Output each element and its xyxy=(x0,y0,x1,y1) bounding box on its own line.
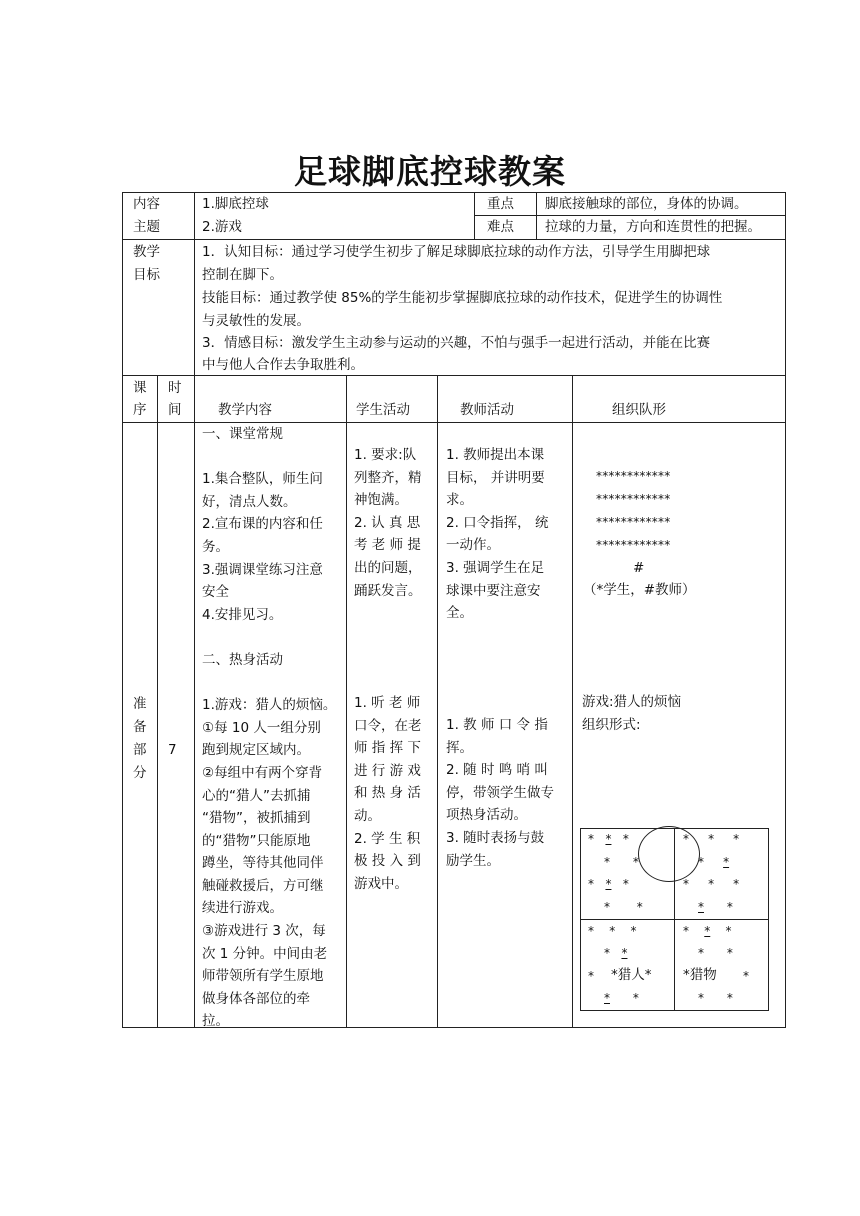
student-line: 神饱满。 xyxy=(354,492,408,509)
col-header-time: 时 xyxy=(168,380,182,396)
teacher-line: 挥。 xyxy=(446,739,473,756)
content-line: 的“猎物”只能原地 xyxy=(202,832,311,849)
student-line: 动。 xyxy=(354,807,381,824)
goal-line: 控制在脚下。 xyxy=(202,267,283,283)
col-header-formation: 组织队形 xyxy=(612,402,666,418)
section-name-char: 分 xyxy=(133,765,147,781)
field-marks: * * * xyxy=(588,924,637,938)
section-time: 7 xyxy=(168,742,177,758)
content-line: ①每 10 人一组分别 xyxy=(202,719,321,736)
field-marks: * xyxy=(743,969,749,983)
content-line: 蹲坐，等待其他同伴 xyxy=(202,855,324,872)
page-title: 足球脚底控球教案 xyxy=(294,152,566,191)
field-marks: * * * xyxy=(588,832,629,846)
student-line: 游戏中。 xyxy=(354,875,408,892)
content-line: 二、热身活动 xyxy=(202,651,283,668)
content-line xyxy=(202,672,336,695)
goals-label: 目标 xyxy=(133,267,160,283)
teacher-line: 2. 随 时 鸣 哨 叫 xyxy=(446,762,548,779)
student-line: 踊跃发言。 xyxy=(354,582,422,599)
col-divider xyxy=(437,375,438,1028)
game-title: 游戏:猎人的烦恼 xyxy=(582,694,682,710)
student-line: 出的问题， xyxy=(354,559,422,576)
student-activity xyxy=(354,444,422,602)
formation-teacher: # xyxy=(633,560,645,576)
col-divider xyxy=(346,375,347,1028)
student-line: 1. 听 老 师 xyxy=(354,695,421,711)
col-divider xyxy=(157,375,158,1028)
prey-label: *猎物 xyxy=(683,967,717,983)
section-name-char: 准 xyxy=(133,696,147,712)
field-marks: * * xyxy=(604,991,639,1005)
content-line: ③游戏进行 3 次，每 xyxy=(202,923,326,940)
col-divider xyxy=(194,192,195,1028)
field-marks: * * xyxy=(698,946,733,960)
teacher-line: 1. 教 师 口 令 指 xyxy=(446,717,548,733)
key-point-text: 脚底接触球的部位，身体的协调。 xyxy=(545,196,748,212)
content-line: 安全 xyxy=(202,584,229,601)
teacher-line: 一动作。 xyxy=(446,537,500,554)
content-label: 内容 xyxy=(133,196,160,212)
content-line: 做身体各部位的牵 xyxy=(202,990,310,1007)
field-marks: * * xyxy=(698,900,733,914)
difficulty-text: 拉球的力量，方向和连贯性的把握。 xyxy=(545,219,761,235)
field-marks: * * * xyxy=(683,877,740,891)
content-line: 跑到规定区域内。 xyxy=(202,742,310,759)
student-line: 极 投 入 到 xyxy=(354,853,421,870)
field-marks: * * xyxy=(604,855,639,869)
row-divider xyxy=(122,239,786,240)
teacher-line: 2. 口令指挥， 统 xyxy=(446,514,549,531)
content-line: 2.宣布课的内容和任 xyxy=(202,516,323,533)
col-header-order: 课 xyxy=(133,380,147,396)
student-line: 考 老 师 提 xyxy=(354,537,421,554)
content-line xyxy=(202,626,336,649)
student-line: 列整齐，精 xyxy=(354,469,422,486)
teacher-activity xyxy=(446,444,548,625)
field-marks: * xyxy=(588,969,594,983)
content-line: 次 1 分钟。中间由老 xyxy=(202,945,328,962)
formation-row: ************ xyxy=(596,469,671,483)
section-name-char: 部 xyxy=(133,742,147,758)
teacher-line: 项热身活动。 xyxy=(446,807,527,824)
field-marks: * * xyxy=(698,855,730,869)
student-line: 口令，在老 xyxy=(354,717,422,734)
hunter-label: *猎人* xyxy=(611,967,652,983)
content-line: 触碰救援后，方可继 xyxy=(202,877,324,894)
difficulty-label: 难点 xyxy=(487,219,514,235)
formation-legend: （*学生，#教师） xyxy=(583,582,696,598)
col-header-order: 序 xyxy=(133,402,147,418)
content-line: 1.集合整队，师生问 xyxy=(202,471,323,488)
content-label: 主题 xyxy=(133,219,160,235)
col-header-content: 教学内容 xyxy=(218,402,272,418)
student-line: 2. 学 生 积 xyxy=(354,830,421,847)
teacher-line: 励学生。 xyxy=(446,852,500,869)
field-marks: * * xyxy=(604,946,628,960)
student-line: 师 指 挥 下 xyxy=(354,740,421,757)
col-divider xyxy=(474,192,475,239)
content-line: 师带领所有学生原地 xyxy=(202,968,324,985)
content-line: 续进行游戏。 xyxy=(202,900,283,917)
col-divider xyxy=(572,375,573,1028)
formation-row: ************ xyxy=(596,515,671,529)
content-line: 务。 xyxy=(202,538,229,555)
teacher-activity xyxy=(446,714,554,872)
content-line: “猎物”，被抓捕到 xyxy=(202,810,311,827)
field-marks: * * * xyxy=(683,924,732,938)
teacher-line: 停，带领学生做专 xyxy=(446,784,554,801)
col-header-time: 间 xyxy=(168,402,182,418)
content-line: 4.安排见习。 xyxy=(202,606,283,623)
goal-line: 中与他人合作去争取胜利。 xyxy=(202,357,364,373)
student-line: 和 热 身 活 xyxy=(354,785,421,802)
game-form: 组织形式: xyxy=(582,717,641,733)
col-header-student: 学生活动 xyxy=(356,402,410,418)
section-name-char: 备 xyxy=(133,719,147,735)
formation-row: ************ xyxy=(596,492,671,506)
field-marks: * * xyxy=(698,991,733,1005)
content-line: 拉。 xyxy=(202,1013,229,1030)
field-marks: * * * xyxy=(683,832,740,846)
teacher-line: 球课中要注意安 xyxy=(446,582,541,599)
student-line: 进 行 游 戏 xyxy=(354,762,421,779)
content-line: 好，清点人数。 xyxy=(202,493,297,510)
content-line: 1.游戏：猎人的烦恼。 xyxy=(202,697,337,714)
student-activity xyxy=(354,692,422,895)
content-line: ②每组中有两个穿背 xyxy=(202,764,323,781)
content-line xyxy=(202,446,336,469)
student-line: 2. 认 真 思 xyxy=(354,514,421,531)
goals-label: 教学 xyxy=(133,244,160,260)
teacher-line: 1. 教师提出本课 xyxy=(446,447,545,463)
teacher-line: 3. 随时表扬与鼓 xyxy=(446,829,545,846)
content-line: 一、课堂常规 xyxy=(202,426,283,442)
goal-line: 1．认知目标：通过学习使学生初步了解足球脚底拉球的动作方法，引导学生用脚把球 xyxy=(202,244,711,260)
goal-line: 技能目标：通过教学使 85%的学生能初步掌握脚底拉球的动作技术，促进学生的协调性 xyxy=(202,290,723,306)
teacher-line: 目标， 并讲明要 xyxy=(446,469,545,486)
student-line: 1. 要求:队 xyxy=(354,447,417,463)
content-line: 3.强调课堂练习注意 xyxy=(202,561,323,578)
formation-row: ************ xyxy=(596,538,671,552)
teaching-content xyxy=(202,423,336,1033)
content-item: 1.脚底控球 xyxy=(202,196,269,212)
teacher-line: 3. 强调学生在足 xyxy=(446,559,545,576)
col-header-teacher: 教师活动 xyxy=(460,402,514,418)
col-divider xyxy=(536,192,537,239)
teacher-line: 全。 xyxy=(446,605,473,622)
goal-line: 与灵敏性的发展。 xyxy=(202,313,310,329)
teacher-line: 求。 xyxy=(446,492,473,509)
key-point-label: 重点 xyxy=(487,196,514,212)
goal-line: 3．情感目标：激发学生主动参与运动的兴趣，不怕与强手一起进行活动，并能在比赛 xyxy=(202,335,711,351)
content-item: 2.游戏 xyxy=(202,219,242,235)
content-line: 心的“猎人”去抓捕 xyxy=(202,787,311,804)
field-marks: * * xyxy=(604,900,643,914)
field-marks: * * * xyxy=(588,877,629,891)
